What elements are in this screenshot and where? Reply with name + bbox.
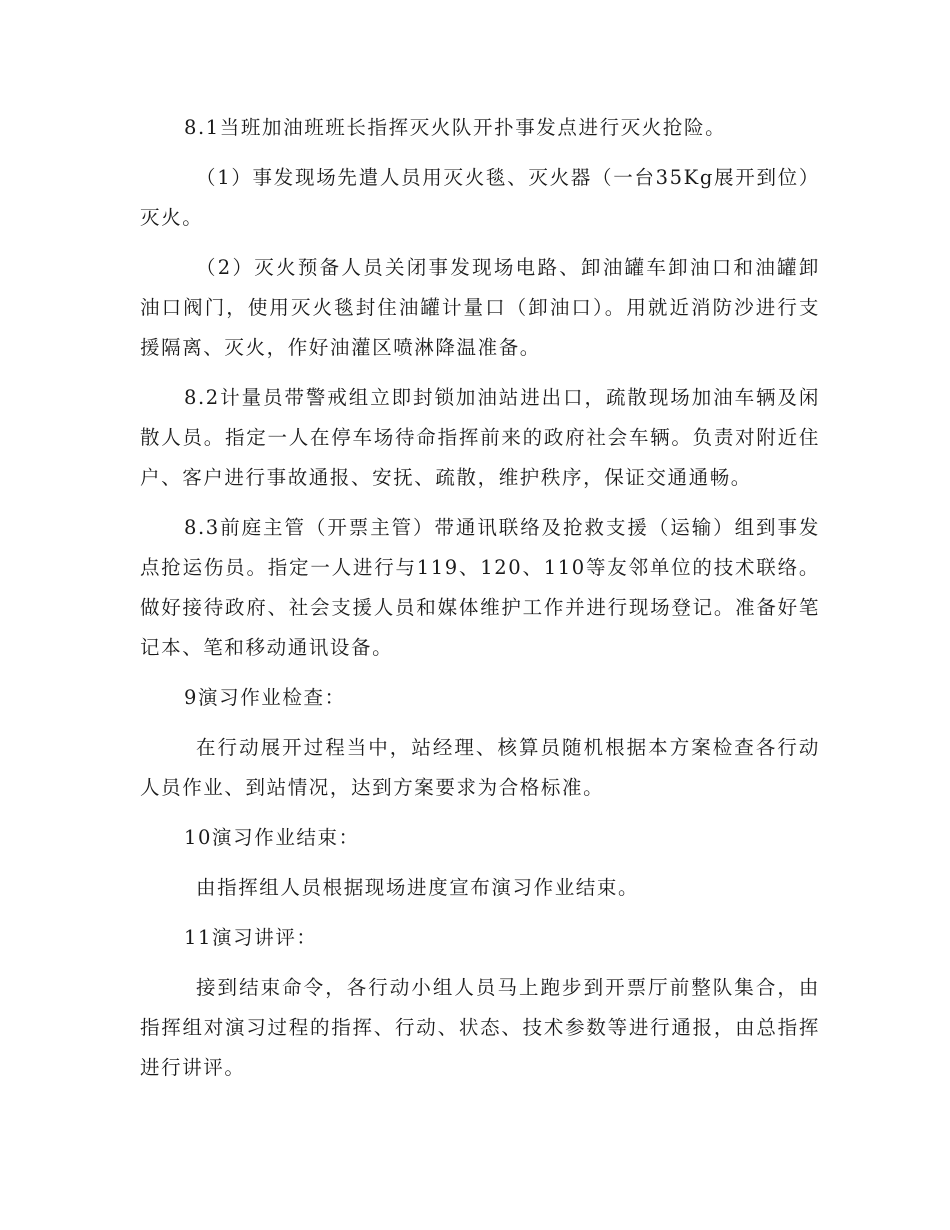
paragraph-8-2: 8.2计量员带警戒组立即封锁加油站进出口，疏散现场加油车辆及闲散人员。指定一人在停车场待命指挥前来的政府社会车辆。负责对附近住户、客户进行事故通报、安抚、疏散，维护秩序，保证交通通畅。 bbox=[140, 386, 820, 489]
document-body bbox=[140, 108, 820, 1098]
paragraph-8-1-item-1: （1）事发现场先遣人员用灭火毯、灭火器（一台35Kg展开到位）灭火。 bbox=[140, 166, 820, 229]
paragraph-8-3: 8.3前庭主管（开票主管）带通讯联络及抢救支援（运输）组到事发点抢运伤员。指定一人进行与119、120、110等友邻单位的技术联络。做好接待政府、社会支援人员和媒体维护工作并进行现场登记。准备好笔记本、笔和移动通讯设备。 bbox=[140, 516, 820, 659]
paragraph-10: 由指挥组人员根据现场进度宣布演习作业结束。 bbox=[196, 876, 640, 899]
paragraph-9: 在行动展开过程当中，站经理、核算员随机根据本方案检查各行动人员作业、到站情况，达到方案要求为合格标准。 bbox=[140, 736, 820, 799]
section-heading-10: 10演习作业结束： bbox=[184, 826, 360, 849]
section-heading-9: 9演习作业检查： bbox=[184, 686, 346, 709]
paragraph-8-1: 8.1当班加油班班长指挥灭火队开扑事发点进行灭火抢险。 bbox=[184, 116, 727, 139]
paragraph-11: 接到结束命令，各行动小组人员马上跑步到开票厅前整队集合，由指挥组对演习过程的指挥、行动、状态、技术参数等进行通报，由总指挥进行讲评。 bbox=[140, 976, 820, 1079]
paragraph-8-1-item-2: （2）灭火预备人员关闭事发现场电路、卸油罐车卸油口和油罐卸油口阀门，使用灭火毯封住油罐计量口（卸油口）。用就近消防沙进行支援隔离、灭火，作好油灌区喷淋降温准备。 bbox=[140, 256, 820, 359]
section-heading-11: 11演习讲评： bbox=[184, 926, 318, 949]
